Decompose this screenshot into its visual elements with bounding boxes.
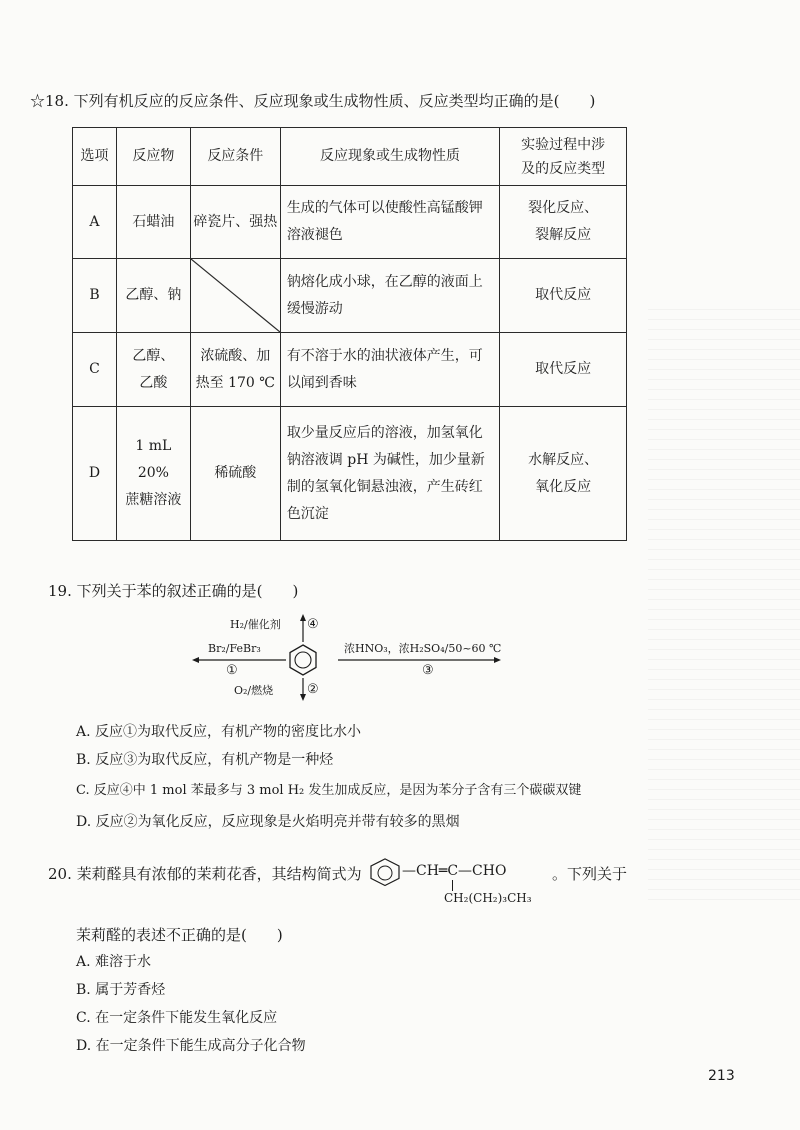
header-condition: 反应条件 — [190, 128, 280, 186]
scheme-down-label: O₂/燃烧 — [234, 684, 274, 697]
row-phenomenon: 钠熔化成小球，在乙醇的液面上 缓慢游动 — [280, 259, 499, 333]
question-19-stem: 19. 下列关于苯的叙述正确的是( ) — [48, 582, 299, 600]
row-reaction-type: 裂化反应、 裂解反应 — [500, 186, 627, 259]
row-condition: 稀硫酸 — [190, 407, 280, 541]
row-phenomenon: 有不溶于水的油状液体产生，可 以闻到香味 — [280, 333, 499, 407]
row-reactant: 乙醇、 乙酸 — [116, 333, 190, 407]
table-header-row — [73, 128, 627, 186]
scheme-right-number: ③ — [422, 663, 434, 678]
row-reactant: 乙醇、钠 — [116, 259, 190, 333]
row-option: D — [73, 407, 117, 541]
scheme-left-number: ① — [226, 663, 238, 678]
table-row — [73, 186, 627, 259]
row-reaction-type: 水解反应、 氧化反应 — [500, 407, 627, 541]
row-reactant: 石蜡油 — [116, 186, 190, 259]
q19-option-c: C. 反应④中 1 mol 苯最多与 3 mol H₂ 发生加成反应，是因为苯分子含有三个碳碳双键 — [76, 783, 582, 798]
structure-chain: —CH═C—CHO — [402, 863, 507, 879]
q20-option-c: C. 在一定条件下能发生氧化反应 — [76, 1010, 278, 1026]
question-18-text: 18. 下列有机反应的反应条件、反应现象或生成物性质、反应类型均正确的是( ) — [45, 92, 596, 110]
header-reactant: 反应物 — [116, 128, 190, 186]
scheme-down-number: ② — [307, 682, 319, 697]
row-reactant: 1 mL 20% 蔗糖溶液 — [116, 407, 190, 541]
question-20-stem-continued: 。下列关于 — [552, 865, 628, 883]
header-reaction-type: 实验过程中涉 及的反应类型 — [500, 128, 627, 186]
phenyl-ring-icon — [364, 858, 406, 888]
scheme-left-label: Br₂/FeBr₃ — [208, 642, 261, 655]
row-condition-empty-slash — [190, 259, 280, 333]
q20-option-d: D. 在一定条件下能生成高分子化合物 — [76, 1038, 306, 1054]
scheme-right-label: 浓HNO₃，浓H₂SO₄/50~60 ℃ — [344, 642, 502, 655]
row-option: C — [73, 333, 117, 407]
scheme-up-number: ④ — [307, 617, 319, 632]
row-reaction-type: 取代反应 — [500, 333, 627, 407]
star-marker: ☆ — [30, 92, 46, 110]
question-20-stem-end: 茉莉醛的表述不正确的是( ) — [76, 926, 283, 944]
page-margin-shading — [648, 300, 800, 900]
question-18-table — [72, 127, 627, 541]
q20-option-a: A. 难溶于水 — [76, 954, 152, 970]
page-number: 213 — [708, 1068, 735, 1084]
question-20-stem-start: 20. 茉莉醛具有浓郁的茉莉花香，其结构简式为 — [48, 865, 362, 883]
benzene-reaction-scheme — [190, 612, 520, 702]
header-phenomenon: 反应现象或生成物性质 — [280, 128, 499, 186]
row-option: B — [73, 259, 117, 333]
jasminaldehyde-structure — [364, 856, 549, 908]
table-row — [73, 259, 627, 333]
row-option: A — [73, 186, 117, 259]
diagonal-slash-line — [191, 259, 280, 332]
row-phenomenon: 取少量反应后的溶液，加氢氧化 钠溶液调 pH 为碱性，加少量新 制的氢氧化铜悬浊液，产生砖红 色沉淀 — [280, 407, 499, 541]
row-condition: 浓硫酸、加 热至 170 ℃ — [190, 333, 280, 407]
row-condition: 碎瓷片、强热 — [190, 186, 280, 259]
structure-branch: CH₂(CH₂)₃CH₃ — [444, 891, 532, 905]
q19-option-a: A. 反应①为取代反应，有机产物的密度比水小 — [76, 724, 362, 740]
q19-option-b: B. 反应③为取代反应，有机产物是一种烃 — [76, 752, 334, 768]
row-phenomenon: 生成的气体可以使酸性高锰酸钾 溶液褪色 — [280, 186, 499, 259]
question-18-stem — [30, 90, 595, 112]
row-reaction-type: 取代反应 — [500, 259, 627, 333]
scheme-up-label: H₂/催化剂 — [230, 618, 281, 631]
q20-option-b: B. 属于芳香烃 — [76, 982, 166, 998]
benzene-ring-icon — [290, 645, 316, 675]
table-row — [73, 407, 627, 541]
q19-option-d: D. 反应②为氧化反应，反应现象是火焰明亮并带有较多的黑烟 — [76, 814, 460, 830]
table-row — [73, 333, 627, 407]
header-option: 选项 — [73, 128, 117, 186]
